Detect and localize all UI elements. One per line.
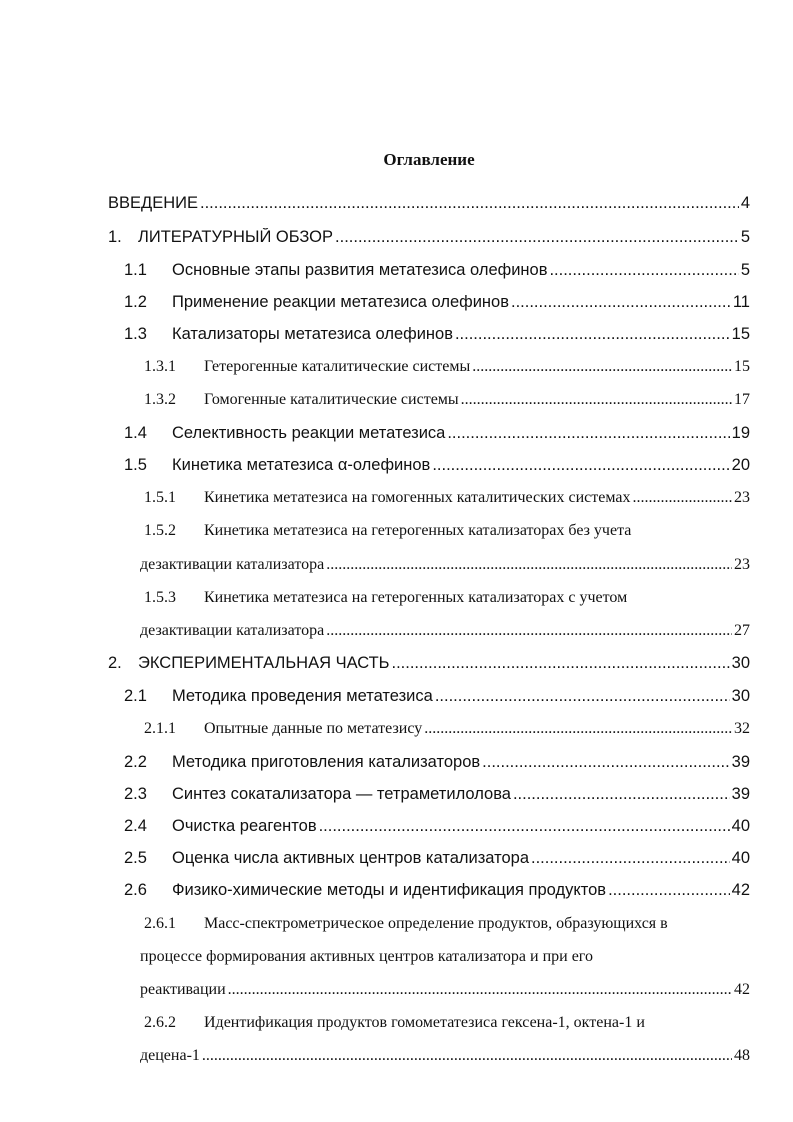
toc-entry-title: Физико-химические методы и идентификация продуктов <box>172 881 607 899</box>
toc-entry-number: 1.3.1 <box>144 358 176 375</box>
toc-entry-2-6[interactable] <box>124 881 750 900</box>
toc-entry-page: 42 <box>734 981 750 998</box>
toc-entry-number: 2.4 <box>124 817 147 835</box>
toc-entry-title: Методика проведения метатезиса <box>172 687 433 705</box>
toc-entry-2-6-2-line1[interactable] <box>144 1014 645 1032</box>
toc-entry-title-cont: процессе формирования активных центров катализатора и при его <box>140 948 593 965</box>
toc-entry-2-1[interactable] <box>124 687 750 706</box>
toc-entry-page: 48 <box>734 1047 750 1064</box>
toc-entry-page: 40 <box>731 849 750 867</box>
toc-leader-dots <box>472 358 732 376</box>
toc-entry-2-6-1-line2[interactable] <box>140 948 593 966</box>
toc-entry-page: 39 <box>731 753 750 771</box>
toc-entry-title: Кинетика метатезиса на гетерогенных катализаторах без учета <box>204 522 632 539</box>
toc-entry-1-4[interactable] <box>124 424 750 443</box>
toc-entry-page: 17 <box>734 391 750 408</box>
toc-entry-page: 30 <box>731 687 750 705</box>
toc-entry-1-5[interactable] <box>124 456 750 475</box>
toc-entry-title: Масс-спектрометрическое определение продуктов, образующихся в <box>204 915 668 932</box>
toc-leader-dots <box>632 489 732 507</box>
toc-entry-1-3-2[interactable] <box>144 391 750 409</box>
toc-leader-dots <box>335 228 739 247</box>
toc-entry-title: Опытные данные по метатезису <box>204 720 423 737</box>
toc-entry-number: 1.5.3 <box>144 589 176 606</box>
toc-entry-number: 2.6.2 <box>144 1014 176 1031</box>
toc-entry-number: 2.5 <box>124 849 147 867</box>
toc-entry-title: ВВЕДЕНИЕ <box>108 194 198 212</box>
toc-leader-dots <box>549 261 738 280</box>
toc-entry-1-3-1[interactable] <box>144 358 750 376</box>
toc-entry-page: 23 <box>734 556 750 573</box>
toc-entry-title: Методика приготовления катализаторов <box>172 753 481 771</box>
toc-entry-number: 1.4 <box>124 424 147 442</box>
toc-entry-1-5-2-line1[interactable] <box>144 522 631 540</box>
toc-entry-number: 2.3 <box>124 785 147 803</box>
toc-leader-dots <box>435 687 730 706</box>
toc-entry-1-3[interactable] <box>124 325 750 344</box>
toc-entry-1-1[interactable] <box>124 261 750 280</box>
toc-entry-title: Катализаторы метатезиса олефинов <box>172 325 453 343</box>
toc-entry-title: Синтез сокатализатора — тетраметилолова <box>172 785 511 803</box>
toc-leader-dots <box>392 654 730 673</box>
toc-entry-title: ЛИТЕРАТУРНЫЙ ОБЗОР <box>138 228 334 246</box>
toc-entry-page: 40 <box>731 817 750 835</box>
toc-entry-2-3[interactable] <box>124 785 750 804</box>
toc-entry-1-5-1[interactable] <box>144 489 750 507</box>
toc-entry-title: Оценка числа активных центров катализатора <box>172 849 529 867</box>
toc-entry-page: 27 <box>734 622 750 639</box>
toc-entry-number: 2.6.1 <box>144 915 176 932</box>
toc-entry-page: 42 <box>731 881 750 899</box>
toc-entry-page: 5 <box>740 261 750 279</box>
toc-entry-2-1-1[interactable] <box>144 720 750 738</box>
toc-leader-dots <box>200 194 739 213</box>
toc-entry-title-cont: реактивации <box>140 981 226 998</box>
toc-leader-dots <box>455 325 730 344</box>
toc-leader-dots <box>461 391 732 409</box>
toc-entry-page: 11 <box>732 293 750 311</box>
toc-entry-title: Применение реакции метатезиса олефинов <box>172 293 509 311</box>
toc-entry-page: 23 <box>734 489 750 506</box>
toc-leader-dots <box>531 849 730 868</box>
toc-entry-1-2[interactable] <box>124 293 750 312</box>
toc-entry-number: 2. <box>108 654 122 672</box>
toc-entry-title: Идентификация продуктов гомометатезиса гексена-1, октена-1 и <box>204 1014 645 1031</box>
toc-entry-page: 30 <box>731 654 750 672</box>
toc-entry-title: ЭКСПЕРИМЕНТАЛЬНАЯ ЧАСТЬ <box>138 654 390 672</box>
toc-entry-page: 4 <box>740 194 750 212</box>
toc-entry-page: 15 <box>734 358 750 375</box>
toc-leader-dots <box>432 456 729 475</box>
toc-leader-dots <box>424 720 732 738</box>
toc-entry-number: 1.2 <box>124 293 147 311</box>
toc-entry-1-5-3-line1[interactable] <box>144 589 627 607</box>
toc-entry-title: Гетерогенные каталитические системы <box>204 358 471 375</box>
toc-leader-dots <box>511 293 731 312</box>
toc-entry-page: 5 <box>740 228 750 246</box>
toc-entry-title-cont: децена-1 <box>140 1047 200 1064</box>
page-title: Оглавление <box>383 150 475 169</box>
toc-leader-dots <box>513 785 730 804</box>
toc-entry-2-6-1-line3[interactable] <box>140 981 750 999</box>
toc-entry-page: 20 <box>731 456 750 474</box>
toc-entry-2-6-2-line2[interactable] <box>140 1047 750 1065</box>
toc-entry-1[interactable] <box>108 228 750 247</box>
toc-entry-intro[interactable] <box>108 194 750 213</box>
toc-leader-dots <box>326 622 732 640</box>
toc-entry-number: 1. <box>108 228 122 246</box>
toc-entry-2-2[interactable] <box>124 753 750 772</box>
toc-entry-1-5-2-line2[interactable] <box>140 556 750 574</box>
toc-entry-2-5[interactable] <box>124 849 750 868</box>
toc-entry-number: 1.5 <box>124 456 147 474</box>
toc-entry-title-cont: дезактивации катализатора <box>140 622 325 639</box>
toc-entry-title: Селективность реакции метатезиса <box>172 424 446 442</box>
toc-entry-title: Кинетика метатезиса α-олефинов <box>172 456 431 474</box>
toc-entry-page: 39 <box>731 785 750 803</box>
toc-leader-dots <box>228 981 732 999</box>
toc-entry-number: 2.2 <box>124 753 147 771</box>
toc-leader-dots <box>608 881 730 900</box>
toc-entry-number: 1.1 <box>124 261 147 279</box>
toc-leader-dots <box>319 817 730 836</box>
toc-entry-2-4[interactable] <box>124 817 750 836</box>
toc-leader-dots <box>447 424 729 443</box>
toc-entry-number: 2.1.1 <box>144 720 176 737</box>
toc-leader-dots <box>326 556 732 574</box>
toc-entry-number: 1.5.2 <box>144 522 176 539</box>
toc-entry-number: 1.5.1 <box>144 489 176 506</box>
toc-entry-number: 2.1 <box>124 687 147 705</box>
toc-entry-number: 2.6 <box>124 881 147 899</box>
toc-entry-title: Очистка реагентов <box>172 817 317 835</box>
toc-entry-1-5-3-line2[interactable] <box>140 622 750 640</box>
toc-leader-dots <box>202 1047 732 1065</box>
toc-entry-title: Гомогенные каталитические системы <box>204 391 459 408</box>
toc-entry-title: Основные этапы развития метатезиса олефинов <box>172 261 548 279</box>
toc-leader-dots <box>482 753 729 772</box>
toc-entry-page: 15 <box>731 325 750 343</box>
toc-entry-page: 19 <box>731 424 750 442</box>
toc-entry-number: 1.3.2 <box>144 391 176 408</box>
toc-entry-number: 1.3 <box>124 325 147 343</box>
toc-entry-2[interactable] <box>108 654 750 673</box>
toc-entry-title-cont: дезактивации катализатора <box>140 556 325 573</box>
toc-entry-page: 32 <box>734 720 750 737</box>
toc-entry-title: Кинетика метатезиса на гомогенных каталитических системах <box>204 489 631 506</box>
toc-entry-title: Кинетика метатезиса на гетерогенных катализаторах с учетом <box>204 589 628 606</box>
toc-entry-2-6-1-line1[interactable] <box>144 915 668 933</box>
